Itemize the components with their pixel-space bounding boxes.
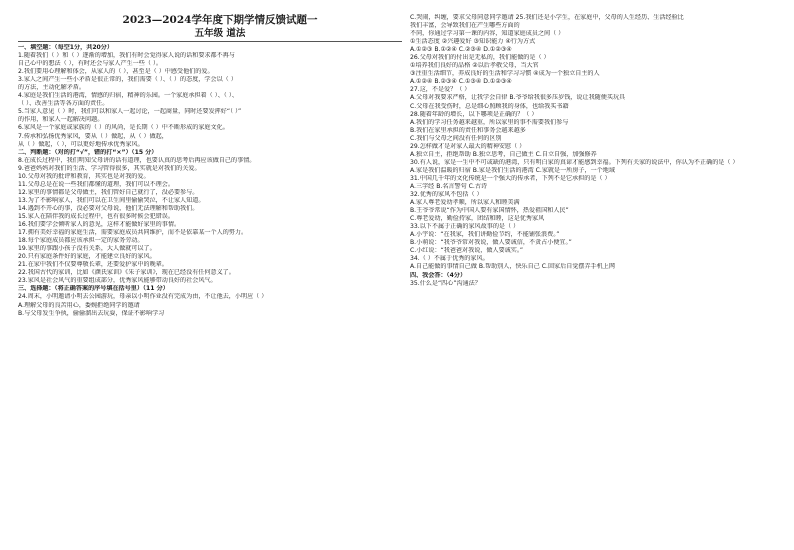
left-line: A.理解父母的良苦用心，委婉拒绝同学的邀请: [18, 301, 140, 309]
left-line: 16.我们要学会倾听家人的意见，这样才能做好家里的事情。: [18, 221, 181, 229]
right-line: A.三字经 B.名言警句 C.古诗: [410, 182, 488, 190]
left-line: 20.只有家庭条件好的家庭，才能建立良好的家风。: [18, 253, 156, 261]
left-line: 9.爸爸妈妈对我们的生活、学习管得很多，其实就是对我们的关爱。: [18, 164, 201, 172]
right-line: 30.有人说，家是一生中不可或缺的港湾，只有明白家的真谛才能感到幸福。下列有关家的说法中，你认为不正确的是（ ）: [410, 158, 739, 166]
right-line: B.小萌说：“我爷爷常对我说，做人要诚信，不贪占小便宜。”: [410, 239, 572, 247]
left-line: 的作用，和家人一起解决问题。: [18, 116, 104, 124]
right-line: 31.中国几千年的文化传统是一个强大的传承者，下列不是它承担的是（ ）: [410, 174, 611, 182]
left-line: 7.传承和弘扬优秀家风，要从（ ）做起，从（ ）做起，: [18, 132, 168, 140]
right-line: 29.怎样做才是对家人最大的精神安慰（ ）: [410, 142, 526, 150]
left-line: 10.父母对我的批评和教育，其实也是对我的爱。: [18, 172, 150, 180]
right-line: A.①②④ B.②③④ C.①③④ D.①②③④: [410, 78, 512, 86]
exam-title: 2023—2024学年度下期学情反馈试题一: [122, 14, 318, 26]
right-line: C.小红说：“我爸爸对我说，做人要诚实。”: [410, 247, 524, 255]
right-line: A.我们的学习任务越来越重，所以家里的事不需要我们参与: [410, 118, 569, 126]
left-line: 自己心中的想法（ ），有时还会与家人产生一些（ ）。: [18, 60, 163, 68]
right-line: A.小宇说：“在我家，我们讲勤俭节约，不能铺张浪费。”: [410, 231, 560, 239]
left-line: 17.拥有美好幸福的家庭生活，需要家庭成员共同维护，而不是依靠某一个人的努力。: [18, 229, 248, 237]
right-line: 34.（ ）不属于优秀的家风。: [410, 255, 489, 263]
right-line: A.家人尊老爱幼孝顺，所以家人和睦美满: [410, 199, 520, 207]
left-line: 23.家风是社会风气的重要组成部分，优秀家风能够带动良好的社会风气。: [18, 277, 217, 285]
left-line: 3.家人之间产生一些小矛盾是很正常的，我们需要（ ）、（ ）的态度，学会以（ ）: [18, 76, 237, 84]
left-line: 13.为了不影响家人，我们可以在卫生间里偷偷哭泣，不让家人知道。: [18, 196, 205, 204]
left-line: 8.在成长过程中，我们明知父母讲的话有道理，也要认真的思考后再应该做自己的事情。: [18, 156, 256, 164]
right-line: A.自己能做的事情自己做 B.帮助别人，快乐自己 C.回家后自觉摆弄手机上网: [410, 263, 615, 271]
right-line: A.①②③ B.①②④ C.②③④ D.①②③④: [410, 46, 512, 54]
left-line: 5.当家人意见（ ）时，我们可以和家人一起讨论，一起商量，同时还要发挥好“（ ）”: [18, 108, 242, 116]
right-line: 26.父母对我们的付出是无私的，我们能做的是（ ）: [410, 54, 550, 62]
header-divider: [18, 41, 402, 42]
right-line: 33.以下不属于正确的家风故事的是（ ）: [410, 223, 520, 231]
right-line: B.王爷爷常说“作为中国人要有家国情怀，热爱祖国和人民”: [410, 207, 569, 215]
right-line: C.我们与父母之间没有任何的区别: [410, 134, 502, 142]
left-line: 三、选择题：（将正确答案的序号填在括号里）（11 分）: [18, 285, 169, 293]
right-line: ①生活态度 ②兴趣爱好 ③知识能力 ④行为方式: [410, 38, 536, 46]
left-line: 二、判断题：（对的打“√”，错的打“×”）（15 分）: [18, 148, 158, 156]
left-line: 22.我国古代的家训，比如《颜氏家训》《朱子家训》，现在已经没有任何意义了。: [18, 269, 235, 277]
left-line: 一、填空题：（每空1分，共20分）: [18, 44, 113, 51]
left-question-list: [18, 44, 402, 318]
right-line: C.哭闹，纠缠，要求父母同意同学邀请 25.我们还是小学生，在家庭中，父母的人生经历、生活经验比: [410, 14, 684, 21]
right-line: ③注重生活细节，养成良好的生活和学习习惯 ④成为一个独立自主的人: [410, 70, 600, 78]
right-line: 32.优秀的家风不包括（ ）: [410, 191, 483, 199]
left-line: （ ）、改善生活等各方面的责任。: [18, 100, 109, 108]
right-line: A.父母对我要求严格，让我学会自律 B.爷爷给我很多压岁钱，说让我随便买玩具: [410, 94, 626, 102]
right-line: C.尊老爱幼，勤俭持家，团结和睦，这是优秀家风: [410, 215, 545, 223]
exam-subtitle: 五年级 道法: [194, 28, 246, 39]
right-line: A.独立自主，拒绝帮助 B.独立思考，自己做主 C.自立自强，加强修养: [410, 150, 597, 158]
left-line: 18.每个家庭成员都应该承担一定的家务劳动。: [18, 237, 144, 245]
right-line: 28.随着年龄的增长，以下哪项是正确的？（ ）: [410, 110, 538, 118]
left-line: 15.家人在陪伴我的成长过程中，也有很多时候会犯错误。: [18, 212, 174, 220]
right-line: 35.什么是“四心”沟通法？: [410, 279, 481, 287]
right-line: A.家是我们温暖的归宿 B.家是我们生活的港湾 C.家就是一所房子，一个地域: [410, 166, 615, 174]
left-line: 11.父母总是在说一些我们都懂的道理，我们可以不理会。: [18, 180, 174, 188]
left-line: 1.随着我们（ ）和（ ）逐渐的增加，我们有时会觉得家人说的话和要求都不再与: [18, 52, 235, 60]
left-line: 6.家风是一个家庭或家族的（ ）的风尚，是长期（ ）中不断形成的家庭文化。: [18, 124, 229, 132]
right-column: [410, 14, 780, 288]
right-line: C.父母在我受伤时，总是细心照顾我的身体，也给我买书籍: [410, 102, 569, 110]
left-line: 2.我们要用心理解和体会，从家人的（ ），甚至是（ ）中感受他们的爱。: [18, 68, 214, 76]
right-line: 我们丰富，会导致我们在产生哪些方面的: [410, 22, 520, 30]
left-line: 的方法，主动化解矛盾。: [18, 84, 86, 92]
right-line: 27.这，不是爱？（ ）: [410, 86, 471, 94]
right-line: 不同，你通过学习第一课的内容，知道家庭成员之间（ ）: [410, 30, 565, 38]
right-question-list: [410, 14, 780, 288]
left-line: B.与父母发生争执，偷偷溜出去玩耍，保证不影响学习: [18, 309, 165, 317]
left-line: 21.在家中我们不仅要尊敬长辈，还要爱护家中的晚辈。: [18, 261, 168, 269]
left-line: 4.家庭是我们生活的港湾，情感的归宿，精神的乐园。一个家庭承担着（ ）、（ ）、: [18, 92, 238, 100]
left-line: 19.家里的事跟小孩子没有关系，大人做就可以了。: [18, 245, 156, 253]
right-line: B.我们在家里承担的责任和事务会越来越多: [410, 126, 526, 134]
left-line: 12.家里的事情都是父母做主，我们管好自己就行了，没必要参与。: [18, 188, 199, 196]
left-line: 从（ ）做起，（ ），可以更好地传承优秀家风。: [18, 140, 144, 148]
right-line: ①培养我们良好的品格 ②以后孝敬父母，当大官: [410, 62, 539, 70]
left-line: 24.周末，小明邀请小明去公园游玩，母亲以小明作业没有完成为由，不让他去，小明应（ ）: [18, 293, 268, 301]
left-column: [18, 14, 402, 318]
left-line: 14.遇到不开心的事，没必要对父母说，他们无法理解和帮助我们。: [18, 204, 199, 212]
right-line: 四、我会答：（4分）: [410, 271, 467, 279]
